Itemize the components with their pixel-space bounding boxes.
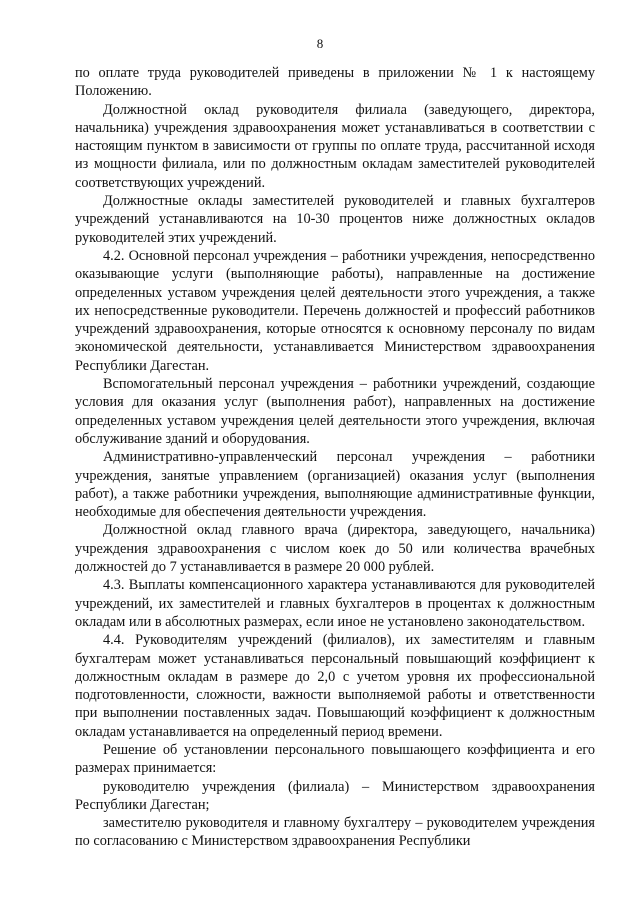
paragraph-10: Решение об установлении персонального повышающего коэффициента и его размерах принимается: bbox=[75, 741, 595, 777]
page-number: 8 bbox=[316, 36, 324, 51]
body-text bbox=[75, 64, 595, 851]
paragraph-3: Должностные оклады заместителей руководителей и главных бухгалтеров учреждений устанавливаются на 10-30 процентов ниже должностных окладов руководителей этих учреждений. bbox=[75, 193, 595, 246]
paragraph-11: руководителю учреждения (филиала) – Министерством здравоохранения Республики Дагестан; bbox=[75, 778, 595, 813]
paragraph-2: Должностной оклад руководителя филиала (заведующего, директора, начальника) учреждения здравоохранения может устанавливаться в соответствии с настоящим пунктом в зависимости от группы по оплате труда, рассчитанной исходя из мощности филиала, или по должностным окладам заместителей руководителей соответствующих учреждений. bbox=[75, 101, 595, 191]
paragraph-6: Административно-управленческий персонал учреждения – работники учреждения, занятые управлением (организацией) оказания услуг (выполнения работ), а также работники учреждения, выполняющие административные функции, необходимые для обеспечения деятельности учреждения. bbox=[75, 449, 595, 521]
paragraph-1: по оплате труда руководителей приведены в приложении № 1 к настоящему Положению. bbox=[75, 65, 595, 100]
paragraph-4-3: 4.3. Выплаты компенсационного характера устанавливаются для руководителей учреждений, их заместителей и главных бухгалтеров в процентах к должностным окладам или в абсолютных размерах, если иное не установлено законодательством. bbox=[75, 577, 595, 630]
paragraph-4-4: 4.4. Руководителям учреждений (филиалов), их заместителям и главным бухгалтерам может устанавливаться персональный повышающий коэффициент к должностным окладам в размере до 2,0 с учетом уровня их профессиональной подготовленности, сложности, важности выполняемой работы и ответственности при выполнении поставленных задач. Повышающий коэффициент к должностным окладам устанавливается на определенный период времени. bbox=[75, 632, 595, 740]
paragraph-12: заместителю руководителя и главному бухгалтеру – руководителем учреждения по согласованию с Министерством здравоохранения Республики bbox=[75, 815, 595, 850]
paragraph-7: Должностной оклад главного врача (директора, заведующего, начальника) учреждения здравоохранения с числом коек до 50 или количества врачебных должностей до 7 устанавливается в размере 20 000 рублей. bbox=[75, 522, 595, 576]
paragraph-4-2: 4.2. Основной персонал учреждения – работники учреждения, непосредственно оказывающие услуги (выполняющие работы), направленные на достижение определенных уставом учреждения целей деятельности этого учреждения, а также их непосредственные руководители. Перечень должностей и профессий работников учреждений здравоохранения, которые относятся к основному персоналу по видам экономической деятельности, устанавливается Министерством здравоохранения Республики Дагестан. bbox=[75, 247, 595, 374]
paragraph-5: Вспомогательный персонал учреждения – работники учреждений, создающие условия для оказания услуг (выполнения работ), направленных на достижение определенных уставом учреждения целей деятельности этого учреждения, включая обслуживание зданий и оборудования. bbox=[75, 376, 595, 447]
